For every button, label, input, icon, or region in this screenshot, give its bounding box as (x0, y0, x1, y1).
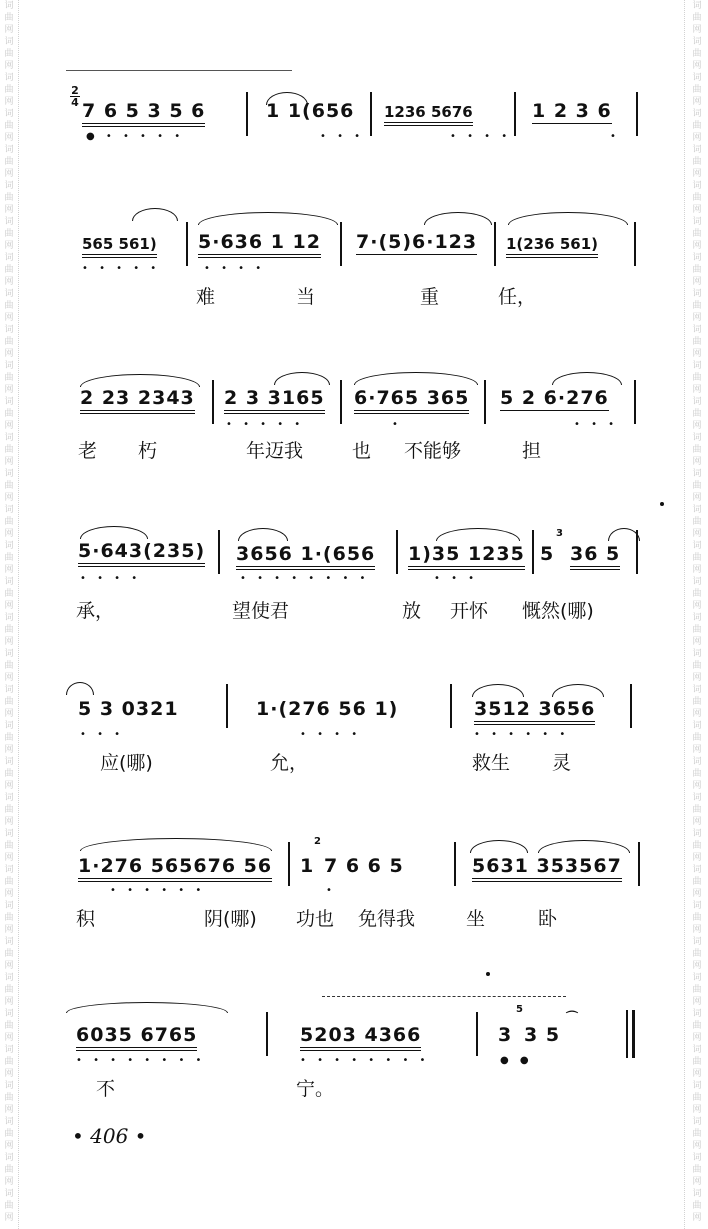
measure-5-1a: 5 3 0321 (78, 698, 179, 720)
measure-5-2: 1·(276 56 1) (256, 698, 399, 720)
measure-4-4: 5 (540, 543, 555, 565)
lyric: 担 (522, 440, 542, 462)
lyric: 放 (402, 600, 422, 622)
octave-dots: • • • • (450, 131, 512, 142)
barline (340, 380, 342, 424)
slur (436, 528, 520, 541)
measure-6-3: 5631 353567 (472, 855, 622, 882)
lyric: 积 (76, 908, 96, 930)
octave-dots: • • • • • • (110, 885, 206, 896)
lyric: 望使君 (232, 600, 290, 622)
lyric: 重 (420, 286, 440, 308)
fermata-icon: ⌒ (566, 1010, 579, 1024)
barline (370, 92, 372, 136)
octave-dots: • • • • • (82, 263, 161, 274)
slur (274, 372, 330, 385)
lyric: 慨然(哪) (522, 600, 594, 622)
slur (238, 528, 288, 541)
slur (198, 212, 338, 225)
lyric: 不 (96, 1078, 116, 1100)
lyric: 救生 (472, 752, 511, 774)
slur (80, 526, 148, 539)
octave-dots: • • • • • • • • (240, 573, 370, 584)
measure-1-3: 1236 5676 (384, 103, 473, 126)
octave-dots: ● • • • • • (86, 131, 185, 142)
slur (132, 208, 178, 221)
time-signature: 2 4 (71, 84, 79, 109)
lyric: 卧 (538, 908, 558, 930)
lyric: 承， (76, 600, 115, 622)
octave-dots: • • • • • • • • (76, 1055, 206, 1066)
octave-dots: • • • • • • (474, 729, 570, 740)
lyric: 功也 (296, 908, 335, 930)
barline (218, 530, 220, 574)
speck (486, 972, 490, 976)
barline (186, 222, 188, 266)
barline (634, 380, 636, 424)
octave-dots: • (326, 885, 336, 896)
octave-dots: • • • (80, 729, 125, 740)
barline (396, 530, 398, 574)
octave-dots: • • • • • (226, 419, 305, 430)
slur (354, 372, 478, 385)
lyric: 宁。 (296, 1078, 335, 1100)
barline (266, 1012, 268, 1056)
grace-note-2: 2 (314, 836, 321, 847)
lyric: 年迈我 (246, 440, 304, 462)
barline (226, 684, 228, 728)
measure-3-1: 2 23 2343 (80, 387, 195, 414)
lyric: 任， (498, 286, 537, 308)
lyric: 应(哪) (100, 752, 153, 774)
barline (514, 92, 516, 136)
slur (66, 682, 94, 695)
slur (552, 684, 604, 697)
measure-3-2: 2 3 3165 (224, 387, 325, 414)
slur (508, 212, 628, 225)
tie-line (322, 996, 566, 997)
measure-4-5: 36 5 (570, 543, 620, 570)
barline (494, 222, 496, 266)
lyric: 灵 (552, 752, 572, 774)
barline (340, 222, 342, 266)
barline (638, 842, 640, 886)
measure-6-1: 1·276 565676 56 (78, 855, 272, 882)
measure-2-3: 7·(5)6·123 (356, 231, 478, 253)
barline (532, 530, 534, 574)
barline (636, 92, 638, 136)
measure-7-3a: 3 (498, 1024, 513, 1046)
octave-dots: • • • • (204, 263, 266, 274)
measure-3-3: 6·765 365 (354, 387, 469, 414)
measure-6-2b: 7 6 6 5 (324, 855, 404, 877)
final-barline (632, 1010, 635, 1058)
lyric: 开怀 (450, 600, 489, 622)
barline (288, 842, 290, 886)
right-edge-watermark: 词曲网 词曲网 词曲网 词曲网 词曲网 词曲网 词曲网 词曲网 词曲网 词曲网 词曲网 词曲网 词曲网 词曲网 词曲网 词曲网 词曲网 词曲网 词曲网 词曲网 词曲网 词曲网 词曲网 词曲网 词曲网 词曲网 词曲网 词曲网 词曲网 词曲网 词曲网 词曲网 词曲网 词曲网 (692, 1, 702, 1223)
lyric: 朽 (138, 440, 158, 462)
octave-dots: • • • (574, 419, 619, 430)
measure-5-3: 3512 3656 (474, 698, 595, 725)
lyric: 阴(哪) (204, 908, 257, 930)
left-edge-rule (18, 0, 20, 1229)
octave-dots: • • • (434, 573, 479, 584)
grace-note: 3 (556, 528, 563, 539)
left-edge-watermark: 词曲网 词曲网 词曲网 词曲网 词曲网 词曲网 词曲网 词曲网 词曲网 词曲网 词曲网 词曲网 词曲网 词曲网 词曲网 词曲网 词曲网 词曲网 词曲网 词曲网 词曲网 词曲网 词曲网 词曲网 词曲网 词曲网 词曲网 词曲网 词曲网 词曲网 词曲网 词曲网 词曲网 词曲网 (4, 1, 14, 1223)
measure-7-1: 6035 6765 (76, 1024, 197, 1051)
lyric: 难 (196, 286, 216, 308)
measure-1-4: 1 2 3 6 (532, 100, 612, 122)
octave-dots: • • • • (80, 573, 142, 584)
barline (630, 684, 632, 728)
measure-2-4: 1(236 561) (506, 235, 598, 258)
slur (66, 1002, 228, 1013)
octave-dots: ● ● (500, 1055, 533, 1066)
top-rule (66, 70, 292, 71)
slur (552, 372, 622, 385)
measure-1-2: 1 1(656 (266, 100, 355, 122)
slur (424, 212, 492, 225)
barline (476, 1012, 478, 1056)
slur (80, 838, 272, 851)
slur (470, 840, 528, 853)
measure-7-2: 5203 4366 (300, 1024, 421, 1051)
speck (660, 502, 664, 506)
measure-4-2: 3656 1·(656 (236, 543, 375, 570)
lyric: 允， (270, 752, 309, 774)
measure-1-1: 7 6 5 3 5 6 (82, 100, 205, 127)
measure-4-3: 1)35 1235 (408, 543, 525, 570)
slur (472, 684, 524, 697)
measure-3-4: 5 2 6·276 (500, 387, 609, 409)
octave-dots: • • • • (300, 729, 362, 740)
barline (484, 380, 486, 424)
octave-dots: • (610, 131, 620, 142)
barline (626, 1010, 628, 1058)
barline (636, 530, 638, 574)
measure-2-2: 5·636 1 12 (198, 231, 321, 258)
slur (538, 840, 630, 853)
lyric: 不能够 (404, 440, 462, 462)
page-number: • 406 • (72, 1124, 147, 1148)
barline (454, 842, 456, 886)
measure-7-3b: 3 5 (524, 1024, 561, 1046)
grace-note: 5 (516, 1004, 523, 1015)
octave-dots: • • • (320, 131, 365, 142)
slur (80, 374, 200, 387)
lyric: 当 (296, 286, 316, 308)
measure-4-1: 5·643(235) (78, 540, 205, 567)
lyric: 老 (78, 440, 98, 462)
lyric: 坐 (466, 908, 486, 930)
lyric: 也 (352, 440, 372, 462)
right-edge-rule (684, 0, 686, 1229)
barline (212, 380, 214, 424)
measure-6-2a: 1 (300, 855, 315, 877)
octave-dots: • • • • • • • • (300, 1055, 430, 1066)
barline (450, 684, 452, 728)
barline (246, 92, 248, 136)
octave-dots: • (392, 419, 402, 430)
barline (634, 222, 636, 266)
measure-2-1: 565 561) (82, 235, 157, 258)
lyric: 免得我 (358, 908, 416, 930)
